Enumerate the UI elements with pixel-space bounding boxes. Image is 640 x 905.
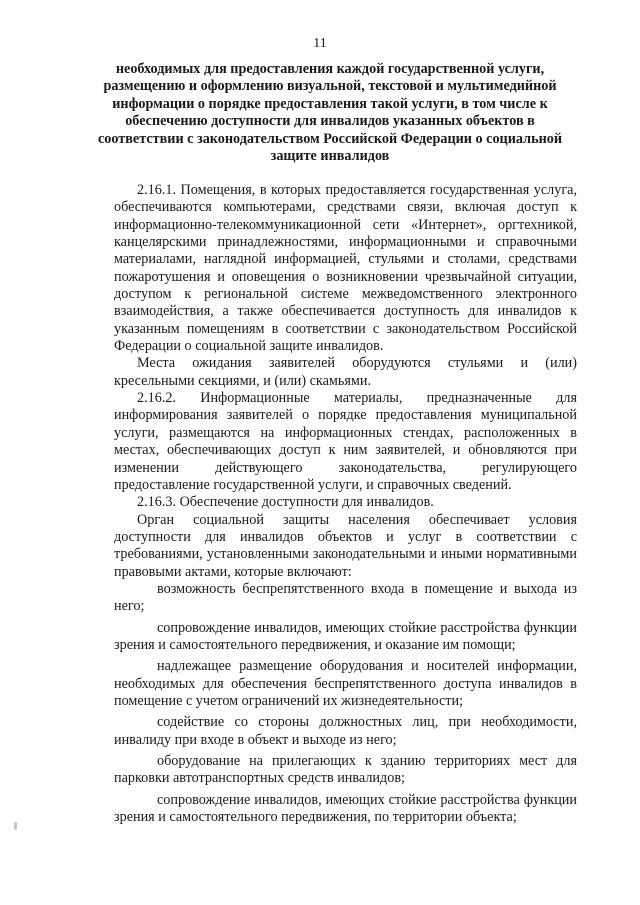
- paragraph-accessibility-conditions: Орган социальной защиты населения обеспечивает условия доступности для инвалидов объектов и услуг в соответствии с требованиями, установленными законодательными и иными нормативными правовыми актами, которые включают:: [114, 511, 577, 580]
- section-heading: необходимых для предоставления каждой государственной услуги, размещению и оформлению визуальной, текстовой и мультимедийной информации о порядке предоставления такой услуги, в том числе к обеспечению доступности для инвалидов указанных объектов в соответствии с законодательством Российской Федерации о социальной защите инвалидов: [97, 61, 563, 165]
- list-item: сопровождение инвалидов, имеющих стойкие расстройства функции зрения и самостоятельного передвижения, по территории объекта;: [114, 791, 577, 826]
- list-item: надлежащее размещение оборудования и носителей информации, необходимых для обеспечения беспрепятственного доступа инвалидов в помещение с учетом ограничений их жизнедеятельности;: [114, 658, 577, 709]
- paragraph-2-16-3: 2.16.3. Обеспечение доступности для инвалидов.: [137, 494, 434, 511]
- scan-mark: [14, 822, 17, 830]
- list-item: оборудование на прилегающих к зданию территориях мест для парковки автотранспортных средств инвалидов;: [114, 753, 577, 787]
- list-item: возможность беспрепятственного входа в помещение и выхода из него;: [114, 580, 577, 615]
- page-number: 11: [313, 36, 327, 51]
- paragraph-waiting-areas: Места ожидания заявителей оборудуются стульями и (или) кресельными секциями, и (или) скамьями.: [114, 355, 577, 389]
- body-text: [114, 182, 577, 826]
- paragraph-2-16-1: 2.16.1. Помещения, в которых предоставляется государственная услуга, обеспечиваются компьютерами, средствами связи, включая доступ к информационно-телекоммуникационной сети «Интернет», оргтехникой, канцелярскими принадлежностями, информационными и справочными материалами, наглядной информацией, стульями и столами, средствами пожаротушения и оповещения о возникновении чрезвычайной ситуации, доступом к региональной системе межведомственного электронного взаимодействия, а также обеспечивается доступность для инвалидов к указанным помещениям в соответствии с законодательством Российской Федерации о социальной защите инвалидов.: [114, 182, 577, 355]
- list-item: содействие со стороны должностных лиц, при необходимости, инвалиду при входе в объект и выходе из него;: [114, 714, 577, 748]
- list-item: сопровождение инвалидов, имеющих стойкие расстройства функции зрения и самостоятельного передвижения, и оказание им помощи;: [114, 619, 577, 653]
- paragraph-2-16-2: 2.16.2. Информационные материалы, предназначенные для информирования заявителей о порядке предоставления муниципальной услуги, размещаются на информационных стендах, расположенных в местах, обеспечивающих доступ к ним заявителей, и обновляются при изменении действующего законодательства, регулирующего предоставление государственной услуги, и справочных сведений.: [114, 390, 577, 493]
